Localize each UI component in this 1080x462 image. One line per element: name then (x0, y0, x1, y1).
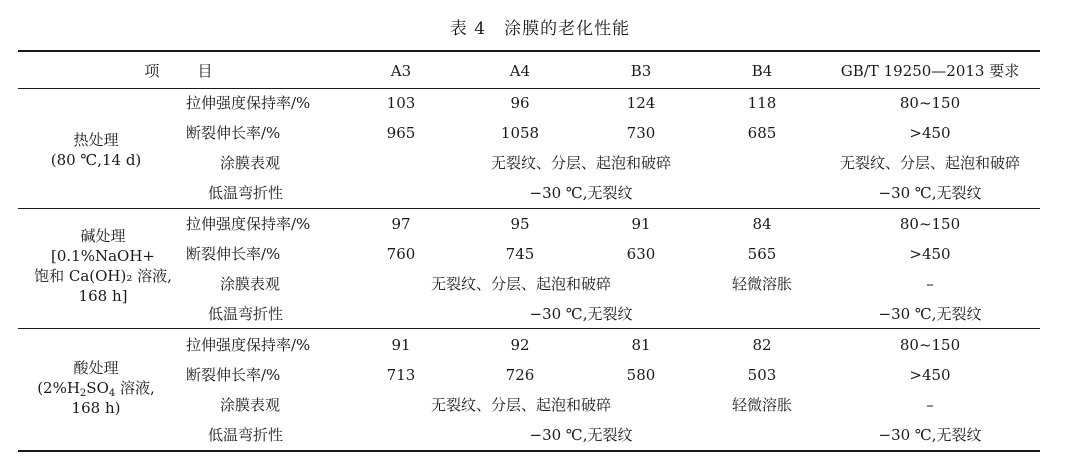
cell-requirement: >450 (909, 124, 951, 142)
row-label: 断裂伸长率/% (186, 245, 281, 263)
cell-b4: 轻微溶胀 (731, 396, 793, 414)
cell-span: −30 ℃,无裂纹 (529, 184, 633, 202)
row-label: 拉伸强度保持率/% (186, 336, 311, 354)
group-alkali-name-line: 168 h] (78, 287, 128, 305)
row-label: 断裂伸长率/% (186, 124, 281, 142)
cell-span: 无裂纹、分层、起泡和破碎 (430, 396, 612, 414)
group-heat-name-line: 热处理 (73, 131, 119, 149)
cell-b4: 503 (747, 366, 777, 384)
table-caption: 涂膜的老化性能 (504, 19, 631, 39)
header-col-a3: A3 (390, 62, 412, 80)
cell-a4: 96 (510, 94, 530, 112)
header-col-requirement: GB/T 19250—2013 要求 (840, 62, 1020, 80)
cell-requirement: −30 ℃,无裂纹 (878, 184, 982, 202)
group-heat-name-line: (80 ℃,14 d) (50, 151, 142, 169)
row-label: 涂膜表观 (220, 275, 281, 293)
cell-a4: 745 (505, 245, 535, 263)
header-col-b3: B3 (630, 62, 652, 80)
header-col-a4: A4 (509, 62, 531, 80)
cell-b4: 118 (747, 94, 777, 112)
cell-span: −30 ℃,无裂纹 (529, 426, 633, 444)
row-label: 低温弯折性 (208, 184, 284, 202)
row-label: 断裂伸长率/% (186, 366, 281, 384)
header-item-1: 项 (144, 62, 160, 80)
cell-b4: 轻微溶胀 (731, 275, 793, 293)
cell-requirement: >450 (909, 366, 951, 384)
group-acid-name (37, 358, 155, 418)
cell-requirement: – (926, 275, 934, 293)
cell-requirement: 无裂纹、分层、起泡和破碎 (839, 154, 1021, 172)
row-label: 涂膜表观 (220, 396, 281, 414)
group-acid-name-line: 168 h) (71, 399, 121, 417)
cell-b3: 630 (626, 245, 656, 263)
cell-b4: 565 (747, 245, 777, 263)
cell-requirement: 80~150 (899, 336, 961, 354)
group-acid-name-line: ($2\%H_2SO_4$ 溶液, (37, 379, 155, 399)
bottom-rule (18, 450, 1040, 452)
cell-a3: 91 (391, 336, 411, 354)
group-heat-name (51, 130, 142, 170)
cell-a4: 1058 (500, 124, 540, 142)
cell-b3: 124 (626, 94, 656, 112)
cell-span: 无裂纹、分层、起泡和破碎 (490, 154, 672, 172)
group-alkali-name-line: 饱和 Ca(OH)₂ 溶液, (34, 267, 172, 285)
cell-b3: 730 (626, 124, 656, 142)
cell-a3: 97 (391, 215, 411, 233)
row-label: 低温弯折性 (208, 426, 284, 444)
table-title (0, 14, 1080, 39)
cell-b3: 91 (631, 215, 651, 233)
row-label: 涂膜表观 (220, 154, 281, 172)
cell-a3: 713 (386, 366, 416, 384)
group-alkali-name-line: [0.1%NaOH+ (51, 247, 155, 265)
cell-requirement: −30 ℃,无裂纹 (878, 426, 982, 444)
header-col-b4: B4 (751, 62, 773, 80)
group-rule (18, 208, 1040, 209)
cell-requirement: 80~150 (899, 94, 961, 112)
row-label: 拉伸强度保持率/% (186, 94, 311, 112)
top-rule (18, 50, 1040, 52)
cell-a4: 726 (505, 366, 535, 384)
cell-b4: 84 (752, 215, 772, 233)
group-acid-name-line: 酸处理 (73, 359, 119, 377)
cell-requirement: 80~150 (899, 215, 961, 233)
cell-a3: 103 (386, 94, 416, 112)
cell-span: 无裂纹、分层、起泡和破碎 (430, 275, 612, 293)
group-alkali-name-line: 碱处理 (80, 227, 126, 245)
cell-requirement: – (926, 396, 934, 414)
cell-b4: 685 (747, 124, 777, 142)
cell-a3: 965 (386, 124, 416, 142)
table-number: 表 4 (449, 19, 487, 39)
cell-b3: 81 (631, 336, 651, 354)
header-rule (18, 88, 1040, 89)
cell-b4: 82 (752, 336, 772, 354)
cell-a4: 92 (510, 336, 530, 354)
cell-span: −30 ℃,无裂纹 (529, 305, 633, 323)
header-item-2: 目 (197, 62, 213, 80)
cell-requirement: −30 ℃,无裂纹 (878, 305, 982, 323)
row-label: 拉伸强度保持率/% (186, 215, 311, 233)
group-rule (18, 328, 1040, 329)
cell-b3: 580 (626, 366, 656, 384)
cell-requirement: >450 (909, 245, 951, 263)
cell-a3: 760 (386, 245, 416, 263)
row-label: 低温弯折性 (208, 305, 284, 323)
group-alkali-name (34, 226, 172, 306)
cell-a4: 95 (510, 215, 530, 233)
